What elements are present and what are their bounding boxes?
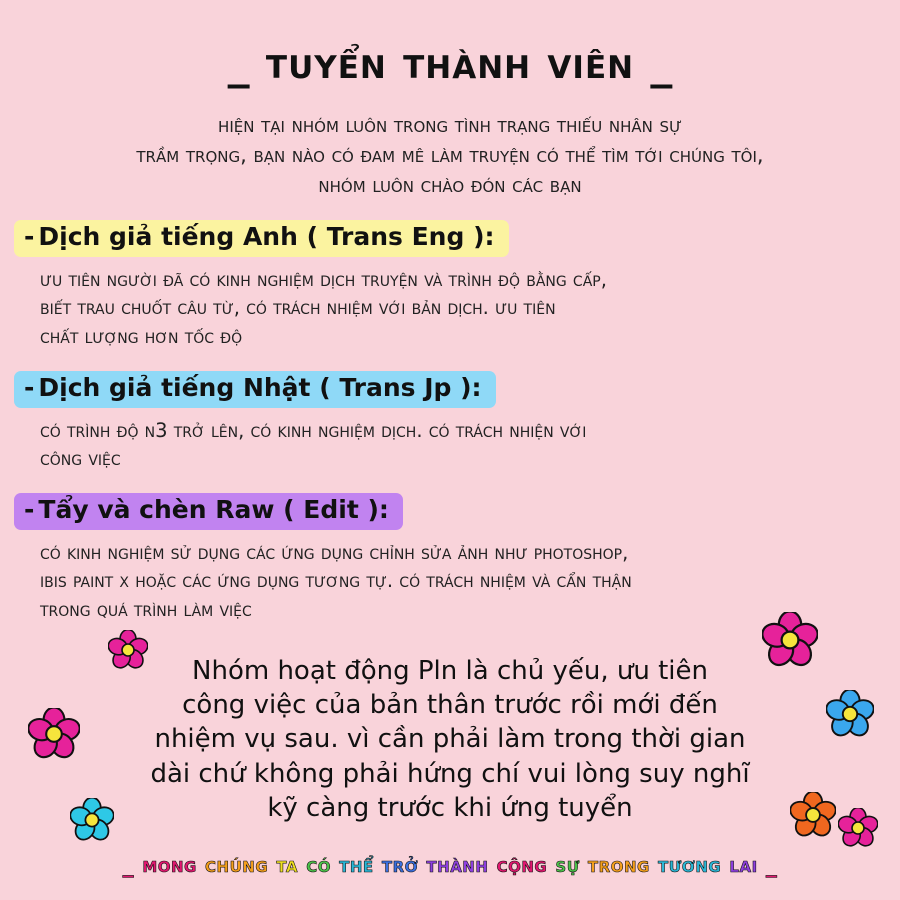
intro-line-1: hiện tại nhóm luôn trong tình trạng thiếu nhân sự — [218, 113, 682, 137]
footer-word-15: cộng — [496, 853, 548, 878]
title-dash-right: _ — [650, 38, 673, 89]
footer-word-11: trở — [381, 853, 419, 878]
page-title — [0, 0, 900, 89]
role-1-line-1: có trình độ n3 trở lên, có kinh nghiệm dịch. có trách nhiện với — [40, 418, 587, 442]
closing-note — [0, 654, 900, 826]
role-label-text-0: Dịch giả tiếng Anh ( Trans Eng ): — [38, 222, 495, 252]
footer-word-3: chúng — [205, 853, 269, 878]
note-line-4: dài chứ không phải hứng chí vui lòng suy nghĩ — [150, 758, 750, 789]
footer-word-2 — [197, 853, 205, 878]
role-bullet-dash-1: - — [24, 372, 35, 402]
footer-word-21: tương — [658, 853, 722, 878]
title-text: tuyển thành viên — [265, 38, 635, 89]
title-dash-left: _ — [227, 38, 250, 89]
footer-word-18 — [580, 853, 588, 878]
note-line-2: công việc của bản thân trước rồi mới đến — [182, 690, 718, 721]
role-2-line-1: có kinh nghiệm sử dụng các ứng dụng chỉnh sửa ảnh như photoshop, — [40, 541, 629, 565]
role-label-trans-eng — [14, 220, 509, 257]
footer-word-5: ta — [276, 853, 299, 878]
footer-word-14 — [488, 853, 496, 878]
role-bullet-dash-0: - — [24, 222, 35, 252]
note-line-1: Nhóm hoạt động Pln là chủ yếu, ưu tiên — [192, 655, 708, 686]
footer-word-6 — [298, 853, 306, 878]
footer-word-13: thành — [426, 853, 489, 878]
note-line-3: nhiệm vụ sau. vì cần phải làm trong thời gian — [154, 724, 746, 755]
footer-word-19: trong — [587, 853, 650, 878]
role-1-line-2: công việc — [40, 447, 121, 470]
footer-word-0: _ — [122, 853, 143, 878]
intro-line-3: nhóm luôn chào đón các bạn — [318, 172, 582, 197]
role-label-text-1: Dịch giả tiếng Nhật ( Trans Jp ): — [38, 372, 482, 402]
footer-word-17: sự — [555, 853, 580, 878]
role-section-edit — [0, 493, 900, 624]
footer-word-20 — [650, 853, 658, 878]
intro-line-2: trầm trọng, bạn nào có đam mê làm truyện có thể tìm tới chúng tôi, — [136, 142, 764, 167]
role-0-line-2: biết trau chuốt câu từ, có trách nhiệm với bản dịch. ưu tiên — [40, 296, 556, 320]
footer-word-8 — [331, 853, 339, 878]
role-0-line-1: ưu tiên người đã có kinh nghiệm dịch truyện và trình độ bằng cấp, — [40, 268, 607, 292]
role-description-trans-jp — [14, 417, 900, 474]
footer-word-24: _ — [757, 853, 778, 878]
footer-word-9: thể — [339, 853, 374, 878]
footer-tagline — [0, 853, 900, 878]
role-2-line-2: ibis paint x hoặc các ứng dụng tương tự. có trách nhiệm và cẩn thận — [40, 569, 632, 593]
role-2-line-3: trong quá trình làm việc — [40, 597, 252, 621]
intro-paragraph — [0, 111, 900, 200]
role-description-trans-eng — [14, 266, 900, 351]
footer-word-23: lai — [729, 853, 758, 878]
note-line-5: kỹ càng trước khi ứng tuyển — [267, 793, 633, 824]
role-label-text-2: Tẩy và chèn Raw ( Edit ): — [38, 495, 389, 525]
role-section-trans-jp — [0, 371, 900, 473]
footer-word-7: có — [306, 853, 331, 878]
role-bullet-dash-2: - — [24, 495, 35, 525]
footer-word-10 — [374, 853, 382, 878]
role-label-trans-jp — [14, 371, 496, 408]
footer-word-1: mong — [142, 853, 197, 878]
role-section-trans-eng — [0, 220, 900, 351]
role-0-line-3: chất lượng hơn tốc độ — [40, 324, 243, 348]
role-label-edit — [14, 493, 403, 530]
